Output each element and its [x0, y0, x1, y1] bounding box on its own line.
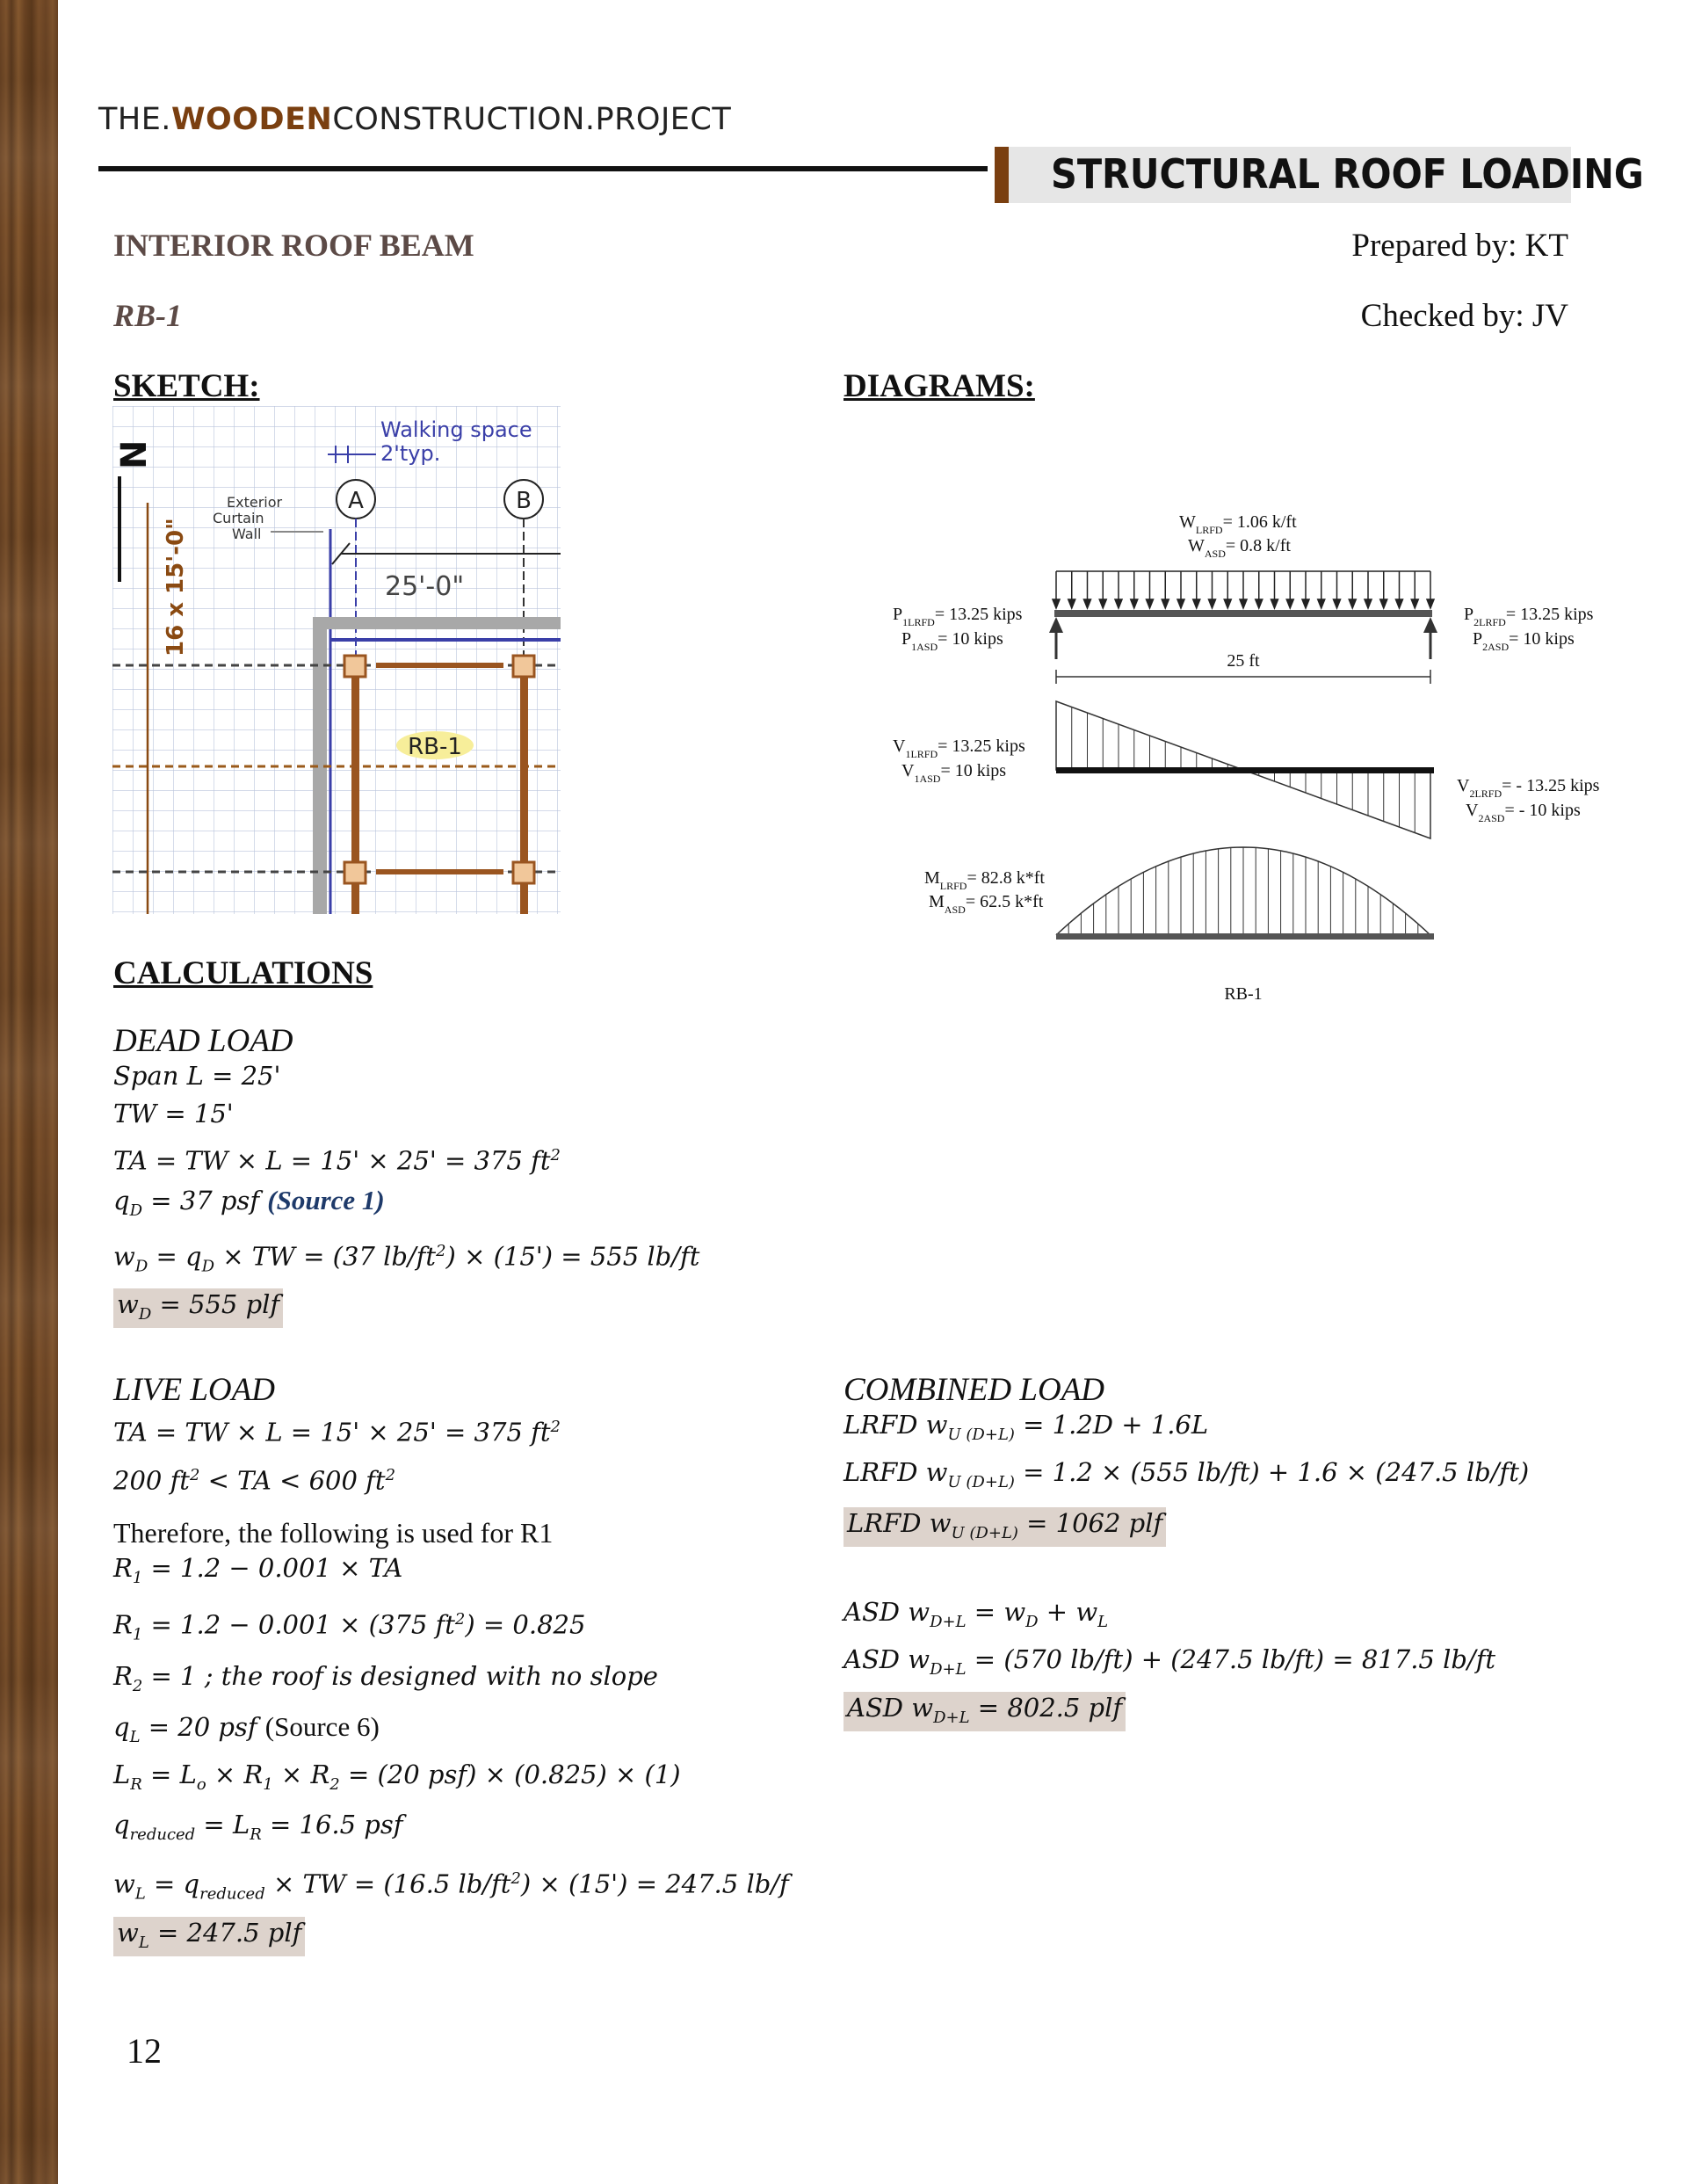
udl-arrow-head	[1411, 599, 1418, 608]
udl-arrow-head	[1349, 599, 1356, 608]
udl-arrow-head	[1193, 599, 1200, 608]
calculations-heading: CALCULATIONS	[113, 955, 373, 991]
shear-baseline	[1056, 767, 1434, 773]
brand-logo: THE.WOODENCONSTRUCTION.PROJECT	[98, 102, 732, 137]
exterior-label: Exterior	[227, 494, 283, 511]
beam-id: RB-1	[113, 298, 183, 333]
p2-lrfd-label: $P_{2LRFD}= 13.25$ kips	[1464, 605, 1594, 628]
dead-wd-result: $w_D = 555$ plf	[113, 1288, 283, 1328]
beam-tag: RB-1	[408, 734, 462, 760]
source-1-ref: (Source 1)	[267, 1185, 385, 1215]
p2-asd-label: $P_{2ASD}= 10$ kips	[1473, 629, 1575, 653]
dead-span: Span L = 25'	[113, 1061, 281, 1091]
live-ta-range: 200 $ft^2$ < TA < 600 $ft^2$	[113, 1465, 396, 1496]
lrfd-calc: LRFD $w_{U (D+L)} = 1.2 \times (555$ lb/ft) + 1.6 × (247.5 lb/ft)	[844, 1457, 1530, 1491]
diagrams-heading: DIAGRAMS:	[844, 368, 1035, 404]
diagram-caption: RB-1	[1224, 984, 1263, 1004]
wood-border	[0, 0, 58, 2184]
span-label: 25 ft	[1227, 651, 1260, 671]
checked-by: Checked by: JV	[1360, 298, 1568, 334]
m-lrfd-label: $M_{LRFD}= 82.8$ k*ft	[924, 868, 1045, 892]
r1-formula: $R_1 = 1.2 - 0.001$ × TA	[113, 1553, 403, 1587]
page-title: STRUCTURAL ROOF LOADING	[1051, 150, 1644, 198]
udl-arrow-head	[1318, 599, 1325, 608]
udl-arrow-head	[1224, 599, 1231, 608]
distributed-load	[1053, 571, 1434, 608]
dead-load-title: DEAD LOAD	[113, 1023, 293, 1059]
udl-arrow-head	[1365, 599, 1372, 608]
therefore-text: Therefore, the following is used for R1	[113, 1517, 554, 1549]
walking-space-label: Walking space	[380, 417, 532, 442]
udl-arrow-head	[1427, 599, 1434, 608]
dead-qd: $q_D = 37$ psf (Source 1)	[113, 1185, 385, 1220]
udl-arrow-head	[1380, 599, 1387, 608]
dead-wd-eq: $w_D = q_D$ × TW = (37 $lb/ft^2) \times (15') = 555$ lb/ft	[113, 1241, 700, 1276]
udl-arrow-head	[1240, 599, 1247, 608]
wall-label: Wall	[232, 526, 262, 542]
asd-formula: ASD $w_{D+L} = w_D + w_L$	[844, 1597, 1109, 1631]
title-banner	[995, 147, 1644, 203]
p1-lrfd-label: $P_{1LRFD}= 13.25$ kips	[893, 605, 1023, 628]
v1-lrfd-label: $V_{1LRFD}= 13.25$ kips	[893, 736, 1025, 760]
combined-load-title: COMBINED LOAD	[844, 1372, 1105, 1408]
grid-a-label: A	[348, 488, 364, 514]
w-asd-label: $W_{ASD}= 0.8$ k/ft	[1188, 536, 1291, 560]
sketch-heading: SKETCH:	[113, 368, 260, 404]
udl-arrow-head	[1256, 599, 1263, 608]
bay-dimension: 16 x 15'-0"	[163, 518, 189, 657]
udl-arrow-head	[1084, 599, 1091, 608]
udl-arrow-head	[1147, 599, 1154, 608]
udl-arrow-head	[1271, 599, 1278, 608]
r2-value: $R_2 = 1$ ; the roof is designed with no slope	[113, 1661, 658, 1695]
grid-b-label: B	[516, 488, 532, 514]
udl-arrow-head	[1209, 599, 1216, 608]
w-lrfd-label: $W_{LRFD}= 1.06$ k/ft	[1179, 512, 1297, 536]
curtain-label: Curtain	[213, 510, 264, 526]
section-title: INTERIOR ROOF BEAM	[113, 228, 474, 263]
asd-result: ASD $w_{D+L} = 802.5$ plf	[844, 1692, 1126, 1731]
prepared-by: Prepared by: KT	[1351, 228, 1568, 264]
udl-arrow-head	[1177, 599, 1184, 608]
q-reduced: $q_{reduced} = L_R = 16.5$ psf	[113, 1810, 403, 1844]
v2-lrfd-label: $V_{2LRFD}= - 13.25$ kips	[1457, 776, 1600, 800]
udl-arrow-head	[1334, 599, 1341, 608]
udl-arrow-head	[1286, 599, 1293, 608]
lrfd-formula: LRFD $w_{U (D+L)} = 1.2D + 1.6L$	[844, 1410, 1209, 1444]
udl-arrow-head	[1162, 599, 1169, 608]
dead-tw: TW = 15'	[113, 1099, 234, 1128]
lr-calc: $L_R = L_o \times R_1 \times R_2 = (20$ psf) × (0.825) × (1)	[113, 1760, 681, 1794]
moment-baseline	[1056, 933, 1434, 940]
r1-calc: $R_1 = 1.2 - 0.001 \times (375$ $ft^2) = 0.825$	[113, 1609, 586, 1644]
udl-arrow-head	[1115, 599, 1122, 608]
span-dimension: 25'-0"	[385, 571, 465, 602]
v2-asd-label: $V_{2ASD}= - 10$ kips	[1466, 801, 1581, 824]
header-rule	[98, 166, 988, 171]
v1-asd-label: $V_{1ASD}= 10$ kips	[901, 761, 1007, 785]
page-number: 12	[127, 2031, 162, 2071]
p1-asd-label: $P_{1ASD}= 10$ kips	[901, 629, 1003, 653]
asd-calc: ASD $w_{D+L} = (570$ lb/ft) + (247.5 lb/ft) = 817.5 lb/ft	[844, 1644, 1496, 1679]
beam-diagrams	[861, 501, 1617, 1011]
live-ta: TA = TW × L = 15' × 25' = 375 $ft^2$	[113, 1417, 561, 1448]
live-load-title: LIVE LOAD	[113, 1372, 275, 1408]
live-wl-eq: $w_L = q_{reduced}$ × TW = (16.5 $lb/ft^2) \times (15') = 247.5$ lb/f	[113, 1868, 789, 1904]
m-asd-label: $M_{ASD}= 62.5$ k*ft	[929, 892, 1044, 916]
udl-arrow-head	[1068, 599, 1075, 608]
udl-arrow-head	[1053, 599, 1060, 608]
dead-ta: TA = TW × L = 15' × 25' = 375 $ft^2$	[113, 1145, 561, 1176]
udl-arrow-head	[1396, 599, 1403, 608]
beam-line	[1054, 610, 1432, 617]
walking-typ-label: 2'typ.	[380, 441, 441, 466]
plan-sketch	[112, 406, 561, 914]
lrfd-result: LRFD $w_{U (D+L)} = 1062$ plf	[844, 1507, 1166, 1547]
live-wl-result: $w_L = 247.5$ plf	[113, 1917, 305, 1956]
udl-arrow-head	[1131, 599, 1138, 608]
north-label: N	[114, 439, 155, 469]
udl-arrow-head	[1302, 599, 1309, 608]
source-6-ref: (Source 6)	[264, 1711, 380, 1742]
udl-arrow-head	[1099, 599, 1106, 608]
ql-value: $q_L = 20$ psf (Source 6)	[113, 1711, 380, 1746]
